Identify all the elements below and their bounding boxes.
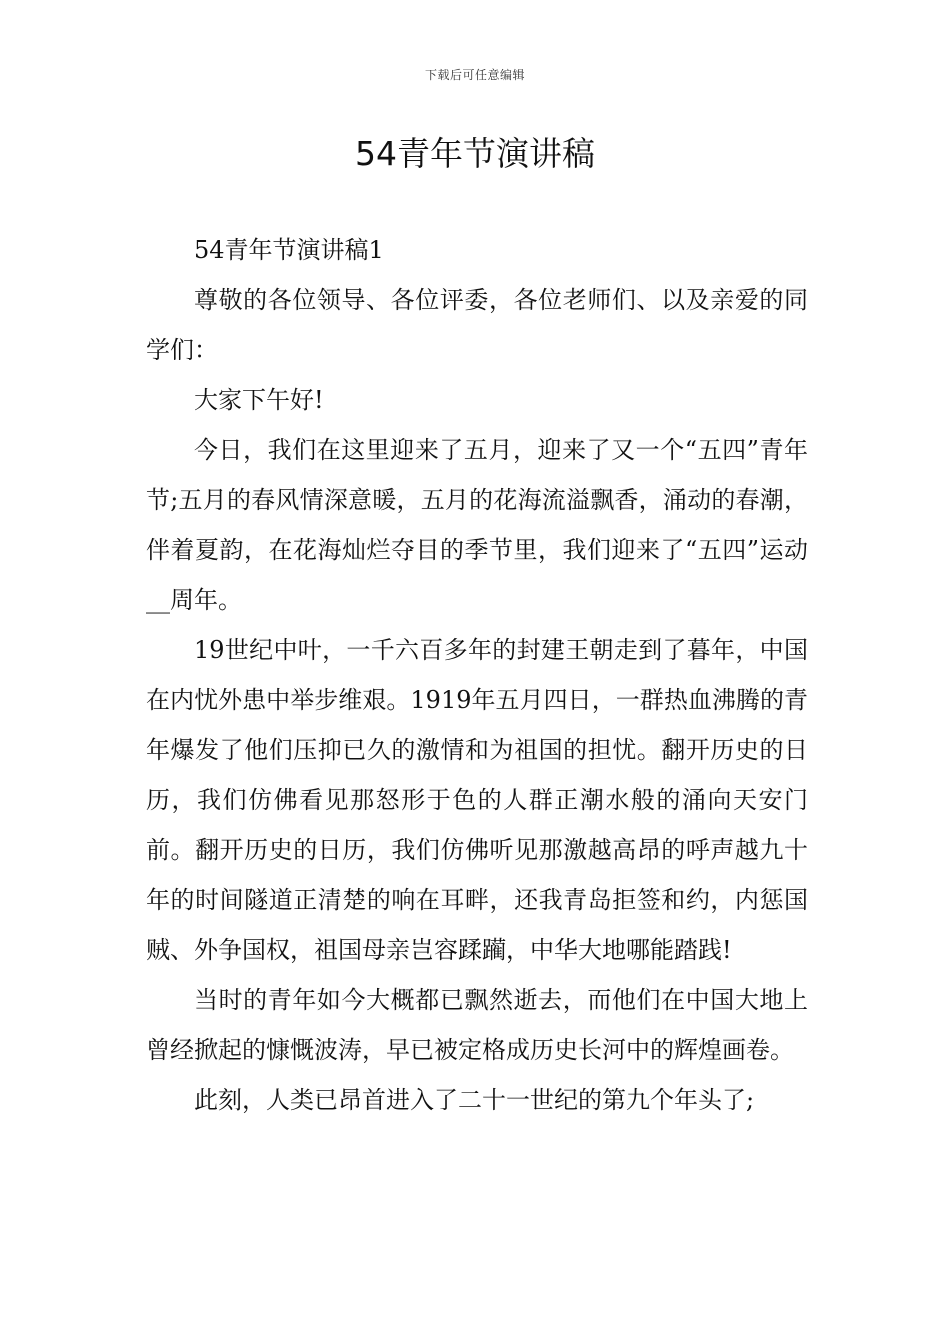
document-body bbox=[146, 225, 808, 1125]
paragraph: 今日，我们在这里迎来了五月，迎来了又一个“五四”青年节;五月的春风情深意暖，五月的花海流溢飘香，涌动的春潮，伴着夏韵，在花海灿烂夺目的季节里，我们迎来了“五四”运动__周年。 bbox=[146, 436, 808, 614]
paragraph-greeting: 大家下午好! bbox=[194, 386, 324, 414]
header-note: 下载后可任意编辑 bbox=[424, 68, 525, 82]
paragraph: 19世纪中叶，一千六百多年的封建王朝走到了暮年，中国在内忧外患中举步维艰。1919年五月四日，一群热血沸腾的青年爆发了他们压抑已久的激情和为祖国的担忧。翻开历史的日历，我们仿佛看见那怒形于色的人群正潮水般的涌向天安门前。翻开历史的日历，我们仿佛听见那激越高昂的呼声越九十年的时间隧道正清楚的响在耳畔，还我青岛拒签和约，内惩国贼、外争国权，祖国母亲岂容蹂躏，中华大地哪能踏践! bbox=[146, 636, 808, 964]
paragraph-subtitle: 54青年节演讲稿1 bbox=[194, 236, 384, 264]
paragraph-salutation: 尊敬的各位领导、各位评委，各位老师们、以及亲爱的同学们： bbox=[146, 286, 808, 364]
paragraph: 当时的青年如今大概都已飘然逝去，而他们在中国大地上曾经掀起的慷慨波涛，早已被定格成历史长河中的辉煌画卷。 bbox=[146, 986, 808, 1064]
document-title: 54青年节演讲稿 bbox=[355, 134, 595, 173]
paragraph: 此刻，人类已昂首进入了二十一世纪的第九个年头了; bbox=[194, 1086, 755, 1114]
